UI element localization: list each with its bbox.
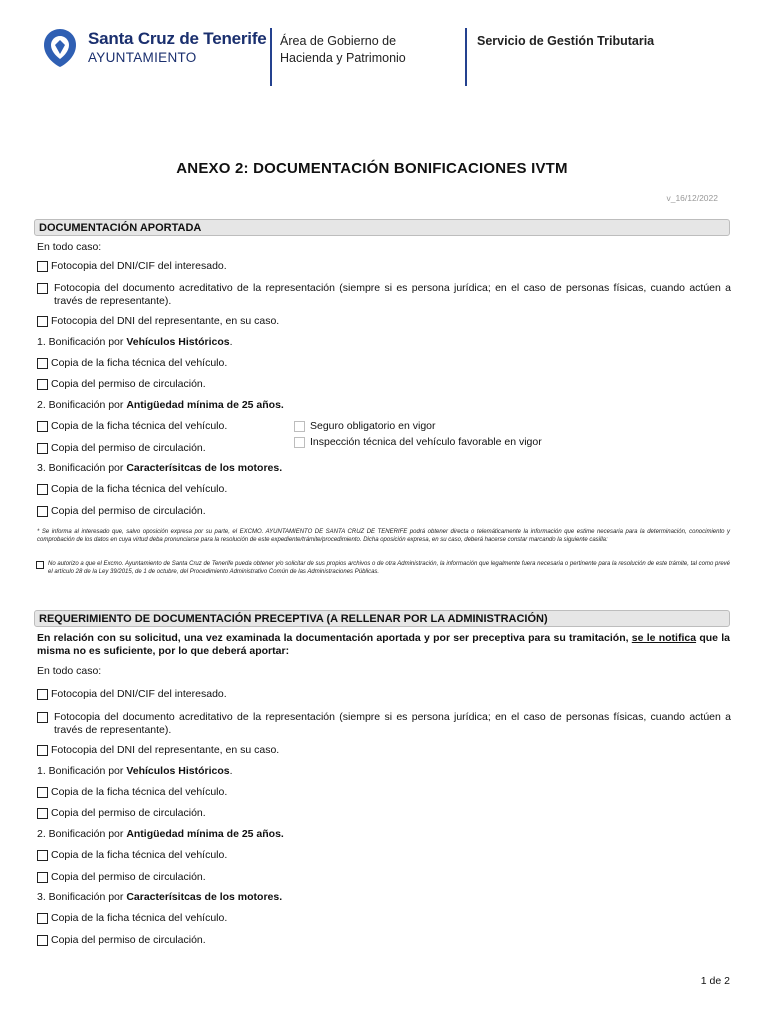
- en-todo-caso-label: En todo caso:: [37, 665, 102, 677]
- page-number: 1 de 2: [700, 975, 730, 987]
- bonificacion-name: Vehículos Históricos: [126, 765, 230, 777]
- checkbox[interactable]: [37, 913, 48, 924]
- service-name: Servicio de Gestión Tributaria: [477, 34, 655, 48]
- checkbox-label: Copia del permiso de circulación.: [51, 505, 206, 517]
- checkbox-label: Copia del permiso de circulación.: [51, 871, 206, 883]
- bonificacion-prefix: 1. Bonificación por: [37, 765, 127, 777]
- checkbox-label: Fotocopia del documento acreditativo de la representación (siempre si es persona jurídica; en el caso de personas físicas, cuando actúen a través de representante).: [54, 711, 731, 736]
- intro-underlined: se le notifica: [631, 632, 697, 644]
- checkbox-row[interactable]: [37, 849, 227, 862]
- checkbox[interactable]: [37, 443, 48, 454]
- checkbox-label: Copia del permiso de circulación.: [51, 378, 206, 390]
- checkbox-row[interactable]: [37, 282, 731, 308]
- bonificacion-name: Antigüedad mínima de 25 años.: [126, 828, 284, 840]
- checkbox-row[interactable]: [37, 688, 731, 701]
- requerimiento-intro: [37, 632, 730, 658]
- checkbox-row[interactable]: [37, 505, 206, 518]
- legal-note: * Se informa al interesado que, salvo oposición expresa por su parte, el EXCMO. AYUNTAMIENTO DE SANTA CRUZ DE TENERIFE podrá obtener directa o telemáticamente la información que estime necesaria para la determinación, conocimiento y comprobación de los datos en cuya virtud deba pronunciarse para la resolución de este expediente/trámite/procedimiento. Dicha oposición expresa, en su caso, deberá hacerse constar marcando la siguiente casilla:: [37, 529, 730, 543]
- checkbox-label: Fotocopia del DNI/CIF del interesado.: [51, 260, 227, 272]
- bonificacion-prefix: 3. Bonificación por: [37, 891, 127, 903]
- en-todo-caso-label: En todo caso:: [37, 241, 102, 253]
- checkbox[interactable]: [37, 261, 48, 272]
- checkbox-label: Copia de la ficha técnica del vehículo.: [51, 357, 228, 369]
- checkbox[interactable]: [37, 283, 48, 294]
- bonificacion-prefix: 1. Bonificación por: [37, 336, 127, 348]
- checkbox[interactable]: [37, 316, 48, 327]
- bonificacion-suffix: .: [229, 765, 233, 777]
- checkbox[interactable]: [37, 745, 48, 756]
- checkbox-row[interactable]: [37, 807, 206, 820]
- ayuntamiento-logo: [42, 27, 78, 69]
- checkbox-label: Copia del permiso de circulación.: [51, 807, 206, 819]
- area-gobierno: [280, 33, 406, 67]
- checkbox-label: Copia de la ficha técnica del vehículo.: [51, 912, 228, 924]
- header-divider: [465, 28, 467, 86]
- checkbox[interactable]: [37, 506, 48, 517]
- checkbox-label: Copia de la ficha técnica del vehículo.: [51, 483, 228, 495]
- checkbox-row[interactable]: [37, 934, 206, 947]
- checkbox-label: Fotocopia del documento acreditativo de la representación (siempre si es persona jurídica; en el caso de personas físicas, cuando actúen a través de representante).: [54, 282, 731, 307]
- bonificacion-3-heading: [37, 891, 282, 904]
- checkbox-row[interactable]: [37, 483, 227, 496]
- bonificacion-1-heading: [37, 336, 233, 349]
- bonificacion-name: Caracterísitcas de los motores.: [126, 462, 283, 474]
- section-heading: REQUERIMIENTO DE DOCUMENTACIÓN PRECEPTIVA (A RELLENAR POR LA ADMINISTRACIÓN): [34, 610, 730, 627]
- area-line-1: Área de Gobierno de: [280, 34, 397, 48]
- document-title: ANEXO 2: DOCUMENTACIÓN BONIFICACIONES IVTM: [176, 160, 568, 177]
- section-heading: DOCUMENTACIÓN APORTADA: [34, 219, 730, 236]
- checkbox[interactable]: [37, 935, 48, 946]
- checkbox-row[interactable]: [37, 912, 227, 925]
- intro-text: que la misma no es suficiente, por lo que deberá aportar:: [37, 632, 730, 657]
- checkbox[interactable]: [37, 484, 48, 495]
- checkbox-label: Fotocopia del DNI/CIF del interesado.: [51, 688, 227, 700]
- bonificacion-3-heading: [37, 462, 282, 475]
- checkbox-label: Fotocopia del DNI del representante, en su caso.: [51, 744, 280, 756]
- checkbox-row[interactable]: [37, 420, 227, 433]
- checkbox-row[interactable]: [37, 315, 731, 328]
- header-divider: [270, 28, 272, 86]
- bonificacion-1-heading: [37, 765, 233, 778]
- checkbox-row[interactable]: [37, 711, 731, 737]
- checkbox-label: Copia de la ficha técnica del vehículo.: [51, 420, 228, 432]
- optout-row[interactable]: [36, 560, 730, 576]
- bonificacion-name: Antigüedad mínima de 25 años.: [126, 399, 284, 411]
- checkbox-row[interactable]: [294, 436, 542, 449]
- bonificacion-name: Caracterísitcas de los motores.: [126, 891, 283, 903]
- checkbox[interactable]: [37, 808, 48, 819]
- checkbox[interactable]: [294, 421, 305, 432]
- brand-subtitle: AYUNTAMIENTO: [88, 50, 197, 65]
- checkbox-row[interactable]: [37, 357, 227, 370]
- checkbox-label: Copia de la ficha técnica del vehículo.: [51, 786, 228, 798]
- bonificacion-2-heading: [37, 399, 284, 412]
- brand: [88, 29, 267, 65]
- version-label: v_16/12/2022: [666, 193, 718, 203]
- checkbox-row[interactable]: [37, 744, 731, 757]
- checkbox[interactable]: [37, 787, 48, 798]
- checkbox-row[interactable]: [37, 260, 731, 273]
- checkbox-label: Fotocopia del DNI del representante, en su caso.: [51, 315, 280, 327]
- checkbox[interactable]: [37, 421, 48, 432]
- checkbox-label: Copia de la ficha técnica del vehículo.: [51, 849, 228, 861]
- checkbox-label: Inspección técnica del vehículo favorable en vigor: [310, 436, 542, 448]
- bonificacion-prefix: 3. Bonificación por: [37, 462, 127, 474]
- bonificacion-name: Vehículos Históricos: [126, 336, 230, 348]
- bonificacion-prefix: 2. Bonificación por: [37, 399, 127, 411]
- checkbox-row[interactable]: [37, 378, 206, 391]
- checkbox-label: Copia del permiso de circulación.: [51, 934, 206, 946]
- checkbox-label: Copia del permiso de circulación.: [51, 442, 206, 454]
- checkbox-row[interactable]: [294, 420, 436, 433]
- checkbox[interactable]: [37, 358, 48, 369]
- bonificacion-prefix: 2. Bonificación por: [37, 828, 127, 840]
- bonificacion-2-heading: [37, 828, 284, 841]
- checkbox-label: Seguro obligatorio en vigor: [310, 420, 436, 432]
- optout-text: No autorizo a que el Excmo. Ayuntamiento de Santa Cruz de Tenerife pueda obtener y/o solicitar de sus propios archivos o de otra Administración, la información que legalmente fuera necesaria o pertinente para la resolución de este trámite, tal como prevé el artículo 28 de la Ley 39/2015, de 1 de octubre, del Procedimiento Administrativo Común de las Administraciones Públicas.: [48, 561, 730, 575]
- area-line-2: Hacienda y Patrimonio: [280, 51, 406, 65]
- checkbox-row[interactable]: [37, 871, 206, 884]
- checkbox[interactable]: [37, 872, 48, 883]
- checkbox-row[interactable]: [37, 786, 227, 799]
- optout-checkbox[interactable]: [36, 561, 44, 569]
- checkbox[interactable]: [294, 437, 305, 448]
- checkbox[interactable]: [37, 379, 48, 390]
- intro-text: En relación con su solicitud, una vez examinada la documentación aportada y por ser preceptiva para su tramitación,: [37, 632, 632, 644]
- checkbox[interactable]: [37, 850, 48, 861]
- checkbox[interactable]: [37, 689, 48, 700]
- checkbox[interactable]: [37, 712, 48, 723]
- checkbox-row[interactable]: [37, 442, 206, 455]
- bonificacion-suffix: .: [229, 336, 233, 348]
- brand-title: Santa Cruz de Tenerife: [88, 29, 267, 48]
